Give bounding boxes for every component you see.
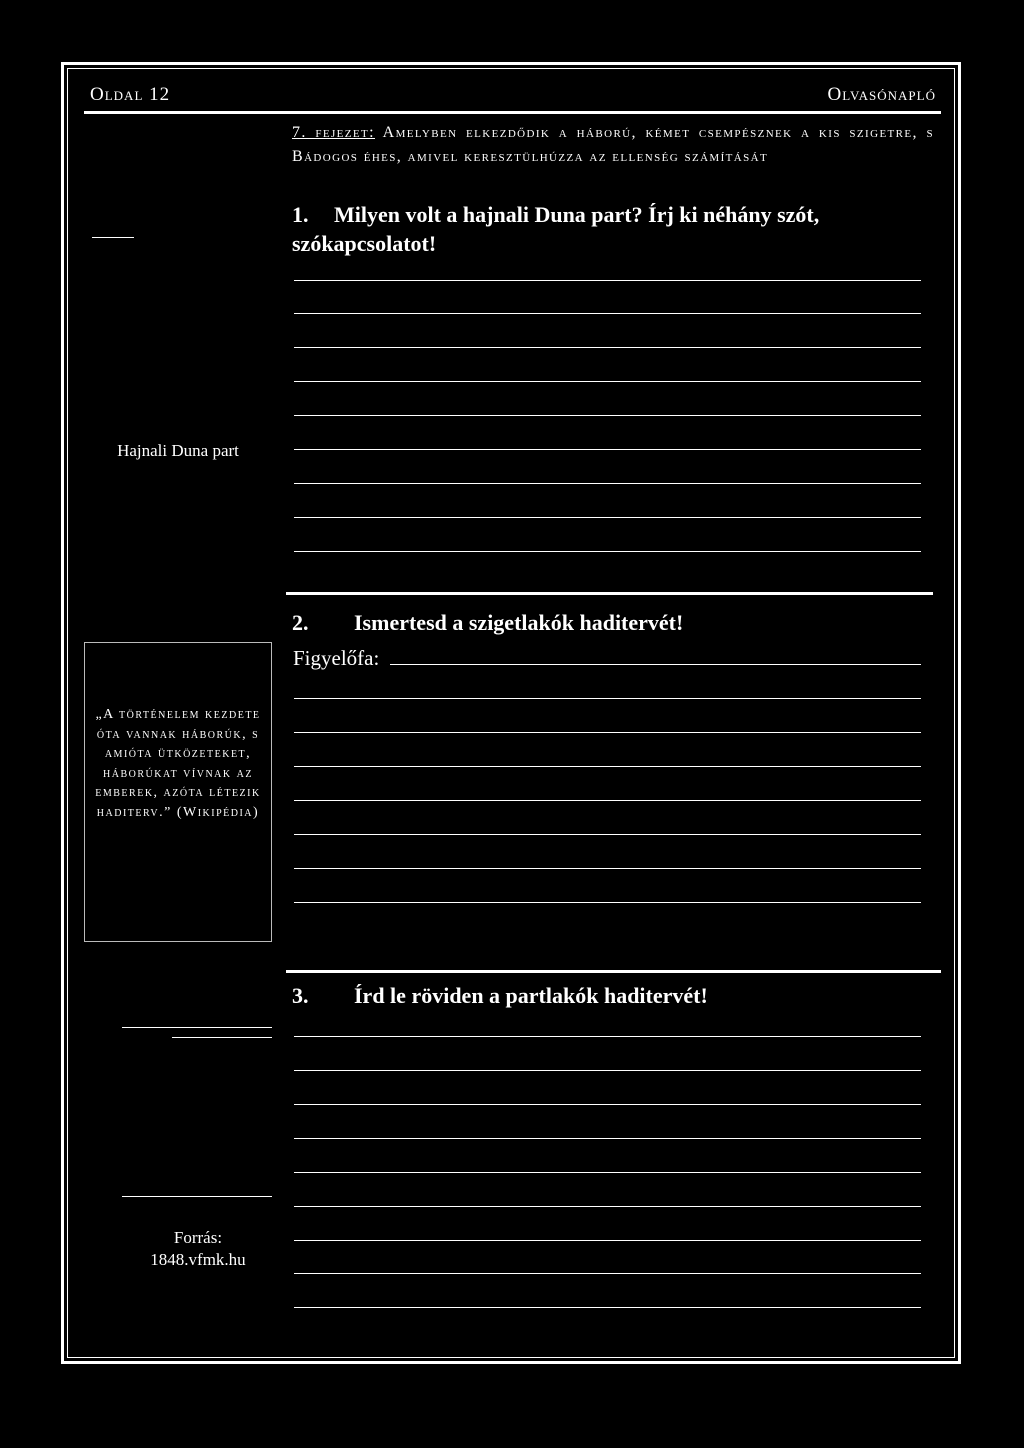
answer-line[interactable]: [294, 483, 921, 484]
sidebar-dash: [92, 237, 134, 238]
answer-line[interactable]: [294, 280, 921, 281]
question-2: [292, 608, 683, 637]
sidebar-line: [122, 1196, 272, 1197]
answer-line[interactable]: [294, 868, 921, 869]
figyelofa-label: Figyelőfa:: [293, 646, 380, 670]
answer-line[interactable]: [294, 1036, 921, 1037]
section-rule: [286, 592, 933, 595]
chapter-heading: [292, 121, 934, 169]
image-caption: Hajnali Duna part: [117, 441, 239, 460]
answer-line[interactable]: [294, 449, 921, 450]
header-rule: [84, 111, 941, 114]
answer-line[interactable]: [294, 732, 921, 733]
chapter-title: Amelyben elkezdődik a háború, kémet csempésznek a kis szigetre, s Bádogos éhes, amivel keresztülhúzza az ellenség számítását: [292, 124, 934, 165]
question-3: [292, 981, 708, 1010]
source-label: Forrás:: [173, 1228, 223, 1247]
answer-line[interactable]: [294, 415, 921, 416]
question-text: Milyen volt a hajnali Duna part? Írj ki néhány szót, szókapcsolatot!: [292, 202, 820, 256]
answer-line[interactable]: [294, 1273, 921, 1274]
source-block: [84, 1227, 312, 1271]
answer-line[interactable]: [294, 800, 921, 801]
sidebar-line: [172, 1037, 272, 1038]
answer-line[interactable]: [294, 551, 921, 552]
question-number: 1.: [292, 202, 309, 227]
answer-line[interactable]: [294, 834, 921, 835]
question-text: Ismertesd a szigetlakók haditervét!: [354, 610, 684, 635]
question-1: [292, 200, 927, 258]
answer-line[interactable]: [294, 902, 921, 903]
answer-line[interactable]: [294, 1307, 921, 1308]
answer-line[interactable]: [294, 1206, 921, 1207]
source-link[interactable]: 1848.vfmk.hu: [150, 1250, 246, 1269]
question-number: 2.: [292, 610, 309, 635]
question-text: Írd le röviden a partlakók haditervét!: [354, 983, 708, 1008]
answer-line[interactable]: [294, 1070, 921, 1071]
document-title: Olvasónapló: [827, 84, 936, 105]
question-number: 3.: [292, 983, 309, 1008]
chapter-number: 7. fejezet:: [292, 124, 375, 141]
answer-line[interactable]: [294, 347, 921, 348]
answer-line[interactable]: [294, 517, 921, 518]
figyelofa-answer-line[interactable]: [390, 664, 921, 665]
answer-line[interactable]: [294, 313, 921, 314]
sidebar-line: [122, 1027, 272, 1028]
quote-text: „A történelem kezdete óta vannak háborúk, s amióta ütközeteket, háborúkat vívnak az emberek, azóta létezik haditerv.” (Wikipédia): [95, 707, 261, 820]
answer-line[interactable]: [294, 381, 921, 382]
answer-line[interactable]: [294, 1172, 921, 1173]
section-rule: [286, 970, 941, 973]
answer-line[interactable]: [294, 1138, 921, 1139]
answer-line[interactable]: [294, 698, 921, 699]
answer-line[interactable]: [294, 1104, 921, 1105]
page-number: Oldal 12: [90, 84, 171, 105]
answer-line[interactable]: [294, 766, 921, 767]
answer-line[interactable]: [294, 1240, 921, 1241]
